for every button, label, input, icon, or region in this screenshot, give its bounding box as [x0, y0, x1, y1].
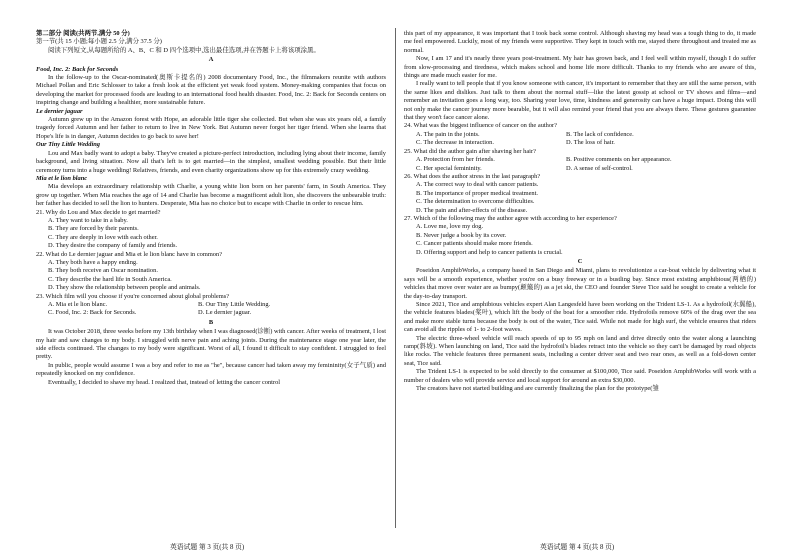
passage-b-paragraph-1: It was October 2018, three weeks before my 13th birthday when I was diagnosed(诊断) with cancer. After weeks of treatment, I lost my hair and saw changes to my body. I struggled with nerve pain and aching joints. During the maintenance stage one year later, the side effects continued. The changes to my body were significant. Worst of all, I found it difficult to stay confident. I struggled to feel pretty. — [36, 328, 386, 361]
film-title-wedding: Our Tiny Little Wedding — [36, 141, 100, 149]
question-23: 23. Which film will you choose if you're concerned about global problems? — [36, 292, 230, 300]
option-22-c: C. They describe the hard life in South America. — [48, 275, 172, 283]
passage-c-paragraph-1: Poseidon AmphibWorks, a company based in San Diego and Miami, plans to revolutionize a car-boat vehicle by delivering what it says will be a smooth experience, whether you're on a busy freeway or in a bustling bay. Since most existing amphibious(两栖的) vehicles that move over water are as bumpy(颠簸的) as a jet ski, the CEO and founder Steve Tice said he sought to create a vehicle for the day-to-day transport. — [404, 267, 756, 300]
passage-a-paragraph-1: In the follow-up to the Oscar-nominated(奥斯卡提名的) 2008 documentary Food, Inc., the filmmakers reunite with authors Michael Pollan and Eric Schlosser to take a fresh look at the efficient yet weak food system. Money-making companies that focus on developing the market for processed foods are leading to an international food health disaster. Food, Inc. 2: Back for Seconds centers on inspiring change and building a healthier, more sustainable future. — [36, 74, 386, 107]
option-27-d: D. Offering support and help to cancer patients is crucial. — [416, 248, 563, 256]
option-24-c: C. The decrease in interaction. — [416, 139, 494, 147]
option-26-c: C. The determination to overcome difficulties. — [416, 198, 535, 206]
option-21-c: C. They are deeply in love with each other. — [48, 233, 158, 241]
options-25-ab — [404, 156, 756, 164]
option-27-c: C. Cancer patients should make more friends. — [416, 240, 533, 248]
passage-b-continued-1: this part of my appearance, it was important that I took back some control. Although shaving my head was a tough thing to do, it made me feel empowered. Luckily, most of my friends were supportive. They kept in touch with me, stayed there throughout and treated me as normal. — [404, 30, 756, 54]
option-23-d: D. Le dernier jaguar. — [198, 309, 252, 317]
film-title-food-inc: Food, Inc. 2: Back for Seconds — [36, 65, 119, 73]
question-22: 22. What do Le dernier jaguar and Mia et le lion blanc have in common? — [36, 250, 223, 258]
question-26: 26. What does the author stress in the last paragraph? — [404, 172, 541, 180]
options-24-cd — [404, 139, 756, 147]
option-24-d: D. The loss of hair. — [566, 139, 615, 147]
question-21: 21. Why do Lou and Max decide to get married? — [36, 208, 161, 216]
passage-b-paragraph-3: Eventually, I decided to shave my head. I realized that, instead of letting the cancer control — [48, 378, 281, 386]
passage-a-paragraph-2: Autumn grew up in the Amazon forest with Hope, an adorable little tiger she collected. But when she was six years old, a family tragedy forced Autumn and her father to return to live in New York. But Autumn never forgot her tiger friend. When she learns that Hope's life is in danger, Autumn decides to go back to save her! — [36, 116, 386, 140]
option-25-b: B. Positive comments on her appearance. — [566, 156, 672, 164]
options-23-cd — [36, 309, 386, 317]
passage-b-continued-2: Now, I am 17 and it's nearly three years post-treatment. My hair has grown back, and I feel well within myself, though I do suffer from slow-processing and tiredness, which makes school and home life more difficult. Thanks to my friends who are aware of this, things are made much easier for me. — [404, 55, 756, 80]
passage-a-label: A — [208, 56, 214, 64]
option-21-d: D. They desire the company of family and friends. — [48, 242, 178, 250]
column-divider — [395, 28, 396, 528]
right-column — [404, 30, 756, 393]
options-23-ab — [36, 301, 386, 309]
section-title: 第一节(共 15 小题;每小题 2.5 分,满分 37.5 分) — [36, 38, 162, 46]
part-title: 第二部分 阅读(共两节,满分 50 分) — [36, 30, 130, 37]
option-23-b: B. Our Tiny Little Wedding. — [198, 301, 271, 308]
option-26-b: B. The importance of proper medical treatment. — [416, 189, 538, 197]
option-21-b: B. They are forced by their parents. — [48, 225, 139, 233]
passage-b-continued-3: I really want to tell people that if you know someone with cancer, it's important to remember that they are still the same person, with the same likes and dislikes. Just talk to them about the normal stuff—like the latest gossip at school or TV shows and films—and remember an invitation goes a long way, too. Sharing your love, time, kindness and generosity can have a huge impact. Doing this will not only make the cancer journey more bearable, but it will also remind your friend that you are always there. These gestures guarantee that they won't face cancer alone. — [404, 80, 756, 122]
passage-b-label: B — [208, 318, 214, 326]
option-26-d: D. The pain and after-effects of the disease. — [416, 206, 528, 214]
film-title-lion: Mia et le lion blanc — [36, 174, 88, 182]
option-25-c: C. Her special femininity. — [416, 164, 482, 172]
passage-c-label: C — [577, 257, 583, 265]
option-22-b: B. They both receive an Oscar nomination. — [48, 267, 158, 275]
option-23-c: C. Food, Inc. 2: Back for Seconds. — [48, 309, 137, 317]
passage-c-paragraph-5: The creators have not started building and are currently finalizing the plan for the prototype(雏 — [416, 385, 659, 393]
option-22-a: A. They both have a happy ending. — [48, 258, 138, 266]
film-title-jaguar: Le dernier jaguar — [36, 107, 83, 115]
passage-c-paragraph-2: Since 2021, Tice and amphibious vehicles expert Alan Langesfeld have been working on the Trident LS-1. As a hydrofoil(水翼船), the vehicle features blades(桨叶), which lift the body of the boat for a smoother ride. Hydrofoils remove 60% of the drag over the sea and make more stable turns because the body is out of the water, Tice said. While not made for high surf, the vehicle ensures that riders can avoid all the ripples of 1- to 2-foot waves. — [404, 301, 756, 334]
options-25-cd — [404, 165, 756, 173]
instructions: 阅读下列短文,从每题所给的 A、B、C 和 D 四个选项中,选出最佳选项,并在答题卡上将该项涂黑。 — [48, 46, 320, 54]
passage-a-paragraph-4: Mia develops an extraordinary relationship with Charlie, a young white lion born on her parents' farm, in South America. They grow up together. When Mia reaches the age of 14 and Charlie has become a magnificent adult lion, she discovers the unbearable truth: her father has decided to sell the lion to hunters. Desperate, Mia has no choice but to escape with Charlie in order to rescue him. — [36, 183, 386, 208]
left-column — [36, 30, 386, 387]
option-24-b: B. The lack of confidence. — [566, 130, 634, 138]
question-25: 25. What did the author gain after shaving her hair? — [404, 147, 536, 155]
page-footer-left: 英语试题 第 3 页(共 8 页) — [170, 544, 245, 551]
passage-a-paragraph-3: Lou and Max badly want to adopt a baby. They've created a picture-perfect introduction, including lying about their income, family background, and living situation. Now all that's left is to get married—in the simplest, smallest wedding possible. But their little ceremony turns into a huge wedding! Relatives, friends, and even charity organizations show up for this extremely crazy wedding. — [36, 149, 386, 174]
page-footer-right: 英语试题 第 4 页(共 8 页) — [540, 544, 615, 551]
option-25-d: D. A sense of self-control. — [566, 164, 633, 172]
question-24: 24. What was the biggest influence of cancer on the author? — [404, 122, 558, 130]
question-27: 27. Which of the following may the author agree with according to her experience? — [404, 214, 617, 222]
option-27-b: B. Never judge a book by its cover. — [416, 231, 507, 239]
passage-c-paragraph-3: The electric three-wheel vehicle will reach speeds of up to 95 mph on land and drive directly onto the water along a launching ramp(斜坡). When launching on land, Tice said the hydrofoil's blades retract into the vehicle so they can't be damaged by road objects like rocks. The vehicle features three permanent seats, including a center driver seat and two rear ones, as well as a fold-down center seat, Tice said. — [404, 334, 756, 367]
option-26-a: A. The correct way to deal with cancer patients. — [416, 181, 539, 189]
option-24-a: A. The pain in the joints. — [416, 130, 480, 138]
passage-c-paragraph-4: The Trident LS-1 is expected to be sold directly to the consumer at $100,000, Tice said. Poseidon AmphibWorks will work with a number of dealers who will provide service and local support for around an extra $30,000. — [404, 368, 756, 384]
passage-b-paragraph-2: In public, people would assume I was a boy and refer to me as "he", because cancer had taken away my femininity(女子气质) and repeatedly knocked on my confidence. — [36, 361, 386, 378]
option-21-a: A. They want to take in a baby. — [48, 216, 128, 224]
option-22-d: D. They show the relationship between people and animals. — [48, 284, 201, 292]
option-27-a: A. Love me, love my dog. — [416, 223, 484, 231]
option-23-a: A. Mia et le lion blanc. — [48, 301, 108, 308]
options-24-ab — [404, 131, 756, 139]
option-25-a: A. Protection from her friends. — [416, 156, 495, 164]
